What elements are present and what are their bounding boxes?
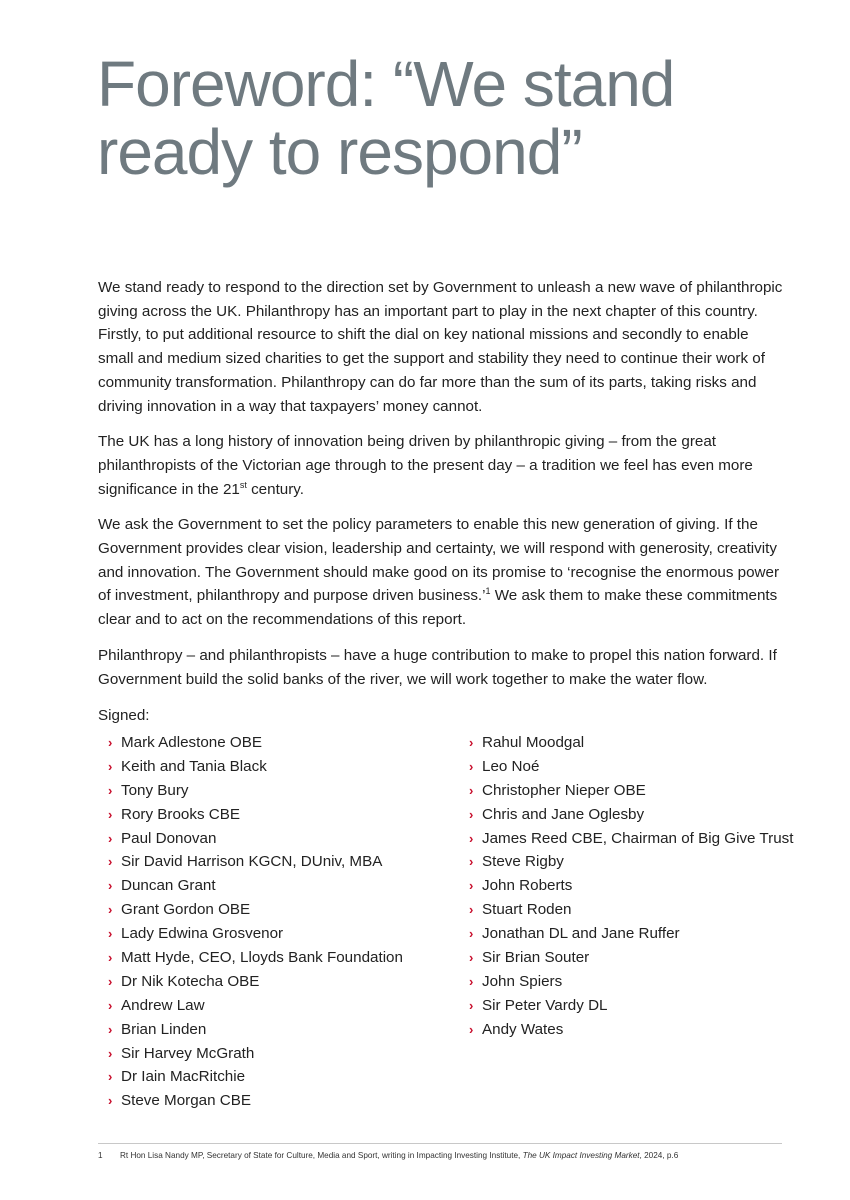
paragraph-3: We ask the Government to set the policy parameters to enable this new generation of giving. If the Government provides clear vision, leadership and certainty, we will respond with generosity, creativity and innovation. The Government should make good on its promise to ‘recognise the enormous power of investment, philanthropy and purpose driven business.’$^1$ We ask them to make these commitments clear and to act on the recommendations of this report. — [98, 516, 780, 629]
footnote-source-title: The UK Impact Investing Market — [522, 1151, 640, 1160]
signatory-item — [469, 731, 793, 755]
signatory-item — [108, 1042, 403, 1066]
signatory-item — [469, 994, 793, 1018]
signatory-item — [108, 970, 403, 994]
signatories-left-column — [108, 731, 403, 1113]
signatory-item — [469, 755, 793, 779]
signatory-name: Steve Rigby — [482, 853, 564, 871]
chevron-right-icon: › — [108, 854, 113, 870]
foreword-body — [98, 276, 788, 740]
signatory-name: Rory Brooks CBE — [121, 805, 241, 823]
chevron-right-icon: › — [108, 758, 113, 774]
signatory-item — [469, 850, 793, 874]
signatory-name: Sir Harvey McGrath — [121, 1044, 255, 1062]
paragraph-1: We stand ready to respond to the direction set by Government to unleash a new wave of philanthropic giving across the UK. Philanthropy has an important part to play in the next chapter of this country. Firstly, to put additional resource to shift the dial on key national missions and secondly to enable small and medium sized charities to get the support and stability they need to continue their work of community transformation. Philanthropy can do far more than the sum of its parts, taking risks and driving innovation in a way that taxpayers’ money cannot. — [98, 279, 783, 415]
chevron-right-icon: › — [108, 806, 113, 822]
chevron-right-icon: › — [469, 1021, 474, 1037]
chevron-right-icon: › — [469, 950, 474, 966]
signatory-item — [108, 827, 403, 851]
signatory-item — [108, 1065, 403, 1089]
signatory-name: Grant Gordon OBE — [121, 901, 251, 919]
footnote-divider — [98, 1143, 782, 1144]
signatory-name: Sir Peter Vardy DL — [482, 996, 608, 1014]
signatory-item — [108, 874, 403, 898]
chevron-right-icon: › — [108, 950, 113, 966]
chevron-right-icon: › — [469, 806, 474, 822]
signatory-item — [108, 779, 403, 803]
signatory-name: Andrew Law — [121, 996, 205, 1014]
chevron-right-icon: › — [469, 830, 474, 846]
chevron-right-icon: › — [108, 1045, 113, 1061]
chevron-right-icon: › — [108, 1021, 113, 1037]
signatory-name: Sir David Harrison KGCN, DUniv, MBA — [121, 853, 383, 871]
signatory-item — [108, 946, 403, 970]
chevron-right-icon: › — [108, 830, 113, 846]
chevron-right-icon: › — [108, 997, 113, 1013]
chevron-right-icon: › — [469, 854, 474, 870]
signatory-name: John Spiers — [482, 972, 563, 990]
signatory-name: John Roberts — [482, 877, 573, 895]
superscript-ordinal: st — [239, 479, 247, 490]
signatory-item — [469, 874, 793, 898]
signatory-item — [108, 731, 403, 755]
signatory-name: Duncan Grant — [121, 877, 216, 895]
signatory-item — [469, 779, 793, 803]
paragraph-4: Philanthropy – and philanthropists – have a huge contribution to make to propel this nation forward. If Government build the solid banks of the river, we will work together to make the water flow. — [98, 646, 777, 688]
chevron-right-icon: › — [108, 973, 113, 989]
chevron-right-icon: › — [469, 878, 474, 894]
chevron-right-icon: › — [108, 782, 113, 798]
signatory-item — [469, 827, 793, 851]
chevron-right-icon: › — [108, 735, 113, 750]
footnote-citation: , 2024, p.6 — [639, 1151, 679, 1160]
signatory-item — [108, 922, 403, 946]
footnote-reference[interactable]: 1 — [485, 586, 491, 597]
chevron-right-icon: › — [108, 902, 113, 918]
signatory-name: Matt Hyde, CEO, Lloyds Bank Foundation — [121, 949, 403, 967]
chevron-right-icon: › — [469, 902, 474, 918]
signatory-name: James Reed CBE, Chairman of Big Give Trust — [482, 829, 794, 847]
signatory-name: Brian Linden — [121, 1020, 207, 1038]
signatories-right-column — [469, 731, 793, 1042]
footnote-number: 1 — [98, 1151, 103, 1160]
chevron-right-icon: › — [108, 1093, 113, 1109]
signatory-item — [108, 994, 403, 1018]
signatory-item — [469, 898, 793, 922]
chevron-right-icon: › — [469, 782, 474, 798]
signatory-name: Christopher Nieper OBE — [482, 781, 646, 799]
signatory-item — [469, 970, 793, 994]
signatory-name: Sir Brian Souter — [482, 949, 590, 967]
signatory-item — [108, 1089, 403, 1113]
chevron-right-icon: › — [108, 1069, 113, 1085]
signatory-name: Leo Noé — [482, 757, 540, 775]
signatory-item — [108, 803, 403, 827]
signatory-item — [469, 922, 793, 946]
signatory-name: Dr Iain MacRitchie — [121, 1068, 246, 1086]
chevron-right-icon: › — [469, 758, 474, 774]
signatory-name: Paul Donovan — [121, 829, 217, 847]
signatory-name: Stuart Roden — [482, 901, 572, 919]
page-title: Foreword: “We stand ready to respond” — [97, 48, 675, 188]
chevron-right-icon: › — [469, 735, 474, 750]
chevron-right-icon: › — [108, 878, 113, 894]
paragraph-2: The UK has a long history of innovation being driven by philanthropic giving – from the great philanthropists of the Victorian age through to the present day – a tradition we feel has even more significance in the 21st century. — [98, 433, 753, 498]
signatory-item — [469, 1018, 793, 1042]
signatory-name: Andy Wates — [482, 1020, 564, 1038]
signatory-name: Lady Edwina Grosvenor — [121, 925, 284, 943]
signatory-item — [108, 850, 403, 874]
signatory-name: Dr Nik Kotecha OBE — [121, 972, 260, 990]
signatory-name: Jonathan DL and Jane Ruffer — [482, 925, 680, 943]
signed-label: Signed: — [98, 707, 150, 725]
chevron-right-icon: › — [469, 926, 474, 942]
footnote — [98, 1151, 678, 1160]
signatory-name: Keith and Tania Black — [121, 757, 267, 775]
signatory-item — [108, 898, 403, 922]
signatory-name: Tony Bury — [121, 781, 189, 799]
signatory-name: Rahul Moodgal — [482, 734, 585, 751]
chevron-right-icon: › — [469, 973, 474, 989]
signatory-name: Chris and Jane Oglesby — [482, 805, 645, 823]
chevron-right-icon: › — [108, 926, 113, 942]
signatory-item — [108, 755, 403, 779]
signatory-name: Mark Adlestone OBE — [121, 734, 262, 751]
footnote-text: Rt Hon Lisa Nandy MP, Secretary of State for Culture, Media and Sport, writing in Impacting Investing Institute, — [120, 1151, 523, 1160]
signatory-name: Steve Morgan CBE — [121, 1092, 251, 1110]
signatory-item — [108, 1018, 403, 1042]
signatory-item — [469, 803, 793, 827]
signatory-item — [469, 946, 793, 970]
chevron-right-icon: › — [469, 997, 474, 1013]
